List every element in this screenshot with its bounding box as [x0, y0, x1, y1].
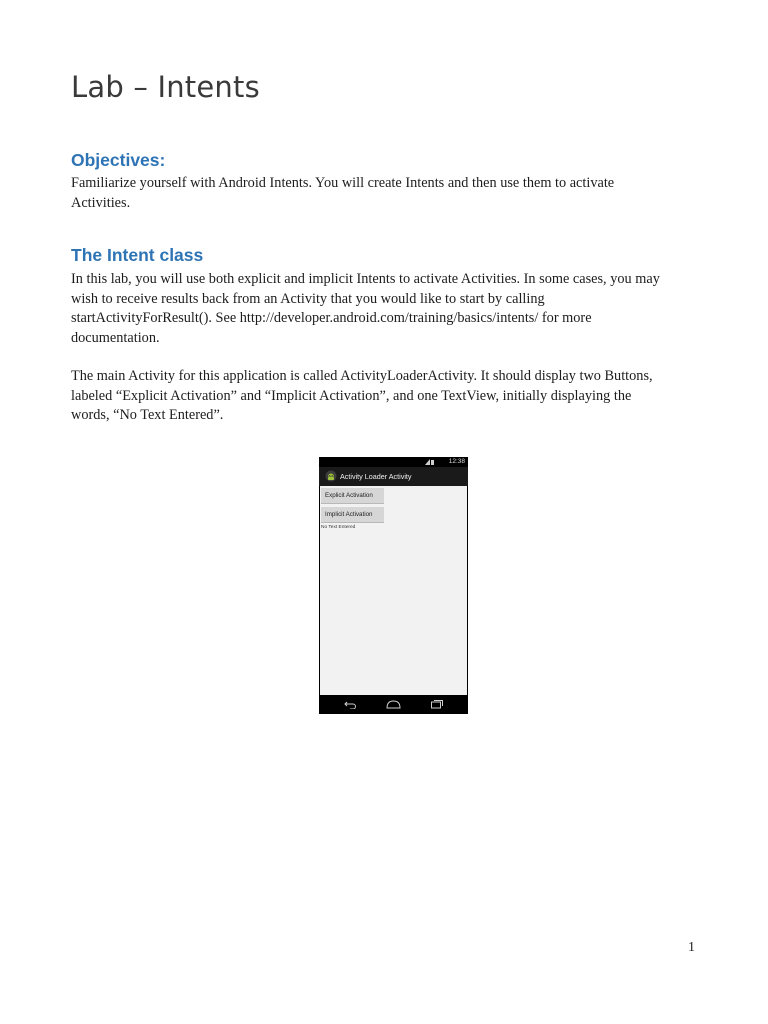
text-line: labeled “Explicit Activation” and “Implicit Activation”, and one TextView, initially displaying the [71, 387, 632, 404]
text-line: Activities. [71, 194, 131, 211]
back-icon[interactable] [343, 699, 357, 709]
action-bar [319, 467, 468, 486]
text-line: The main Activity for this application is called ActivityLoaderActivity. It should display two Buttons, [71, 368, 653, 384]
activity-screen [320, 486, 467, 695]
objectives-heading: Objectives: [71, 150, 166, 170]
text-line: Familiarize yourself with Android Intents. You will create Intents and then use them to activate [71, 175, 615, 191]
text-line: In this lab, you will use both explicit and implicit Intents to activate Activities. In some cases, you may [71, 271, 660, 287]
recent-apps-icon[interactable] [430, 699, 444, 709]
home-icon[interactable] [386, 699, 401, 709]
status-bar [319, 457, 468, 467]
text-line: words, “No Text Entered”. [71, 407, 224, 423]
text-line: startActivityForResult(). See http://developer.android.com/training/basics/intents/ for more [71, 310, 592, 326]
status-time: 12:38 [448, 458, 465, 465]
intent-class-heading: The Intent class [71, 245, 204, 265]
android-app-icon [325, 470, 337, 482]
document-title: Lab – Intents [71, 70, 260, 104]
implicit-activation-button[interactable]: Implicit Activation [321, 507, 384, 523]
navigation-bar [319, 695, 468, 714]
objectives-paragraph [71, 174, 701, 213]
phone-screenshot [319, 457, 468, 714]
explicit-activation-button[interactable]: Explicit Activation [321, 488, 384, 504]
app-title: Activity Loader Activity [340, 472, 412, 481]
text-line: documentation. [71, 329, 160, 346]
signal-icon [425, 459, 434, 465]
intent-class-paragraph-2 [71, 367, 701, 426]
intent-class-paragraph-1 [71, 270, 701, 348]
page-number: 1 [688, 940, 695, 955]
no-text-textview: No Text Entered [321, 525, 356, 530]
text-line: wish to receive results back from an Activity that you would like to start by calling [71, 290, 545, 307]
